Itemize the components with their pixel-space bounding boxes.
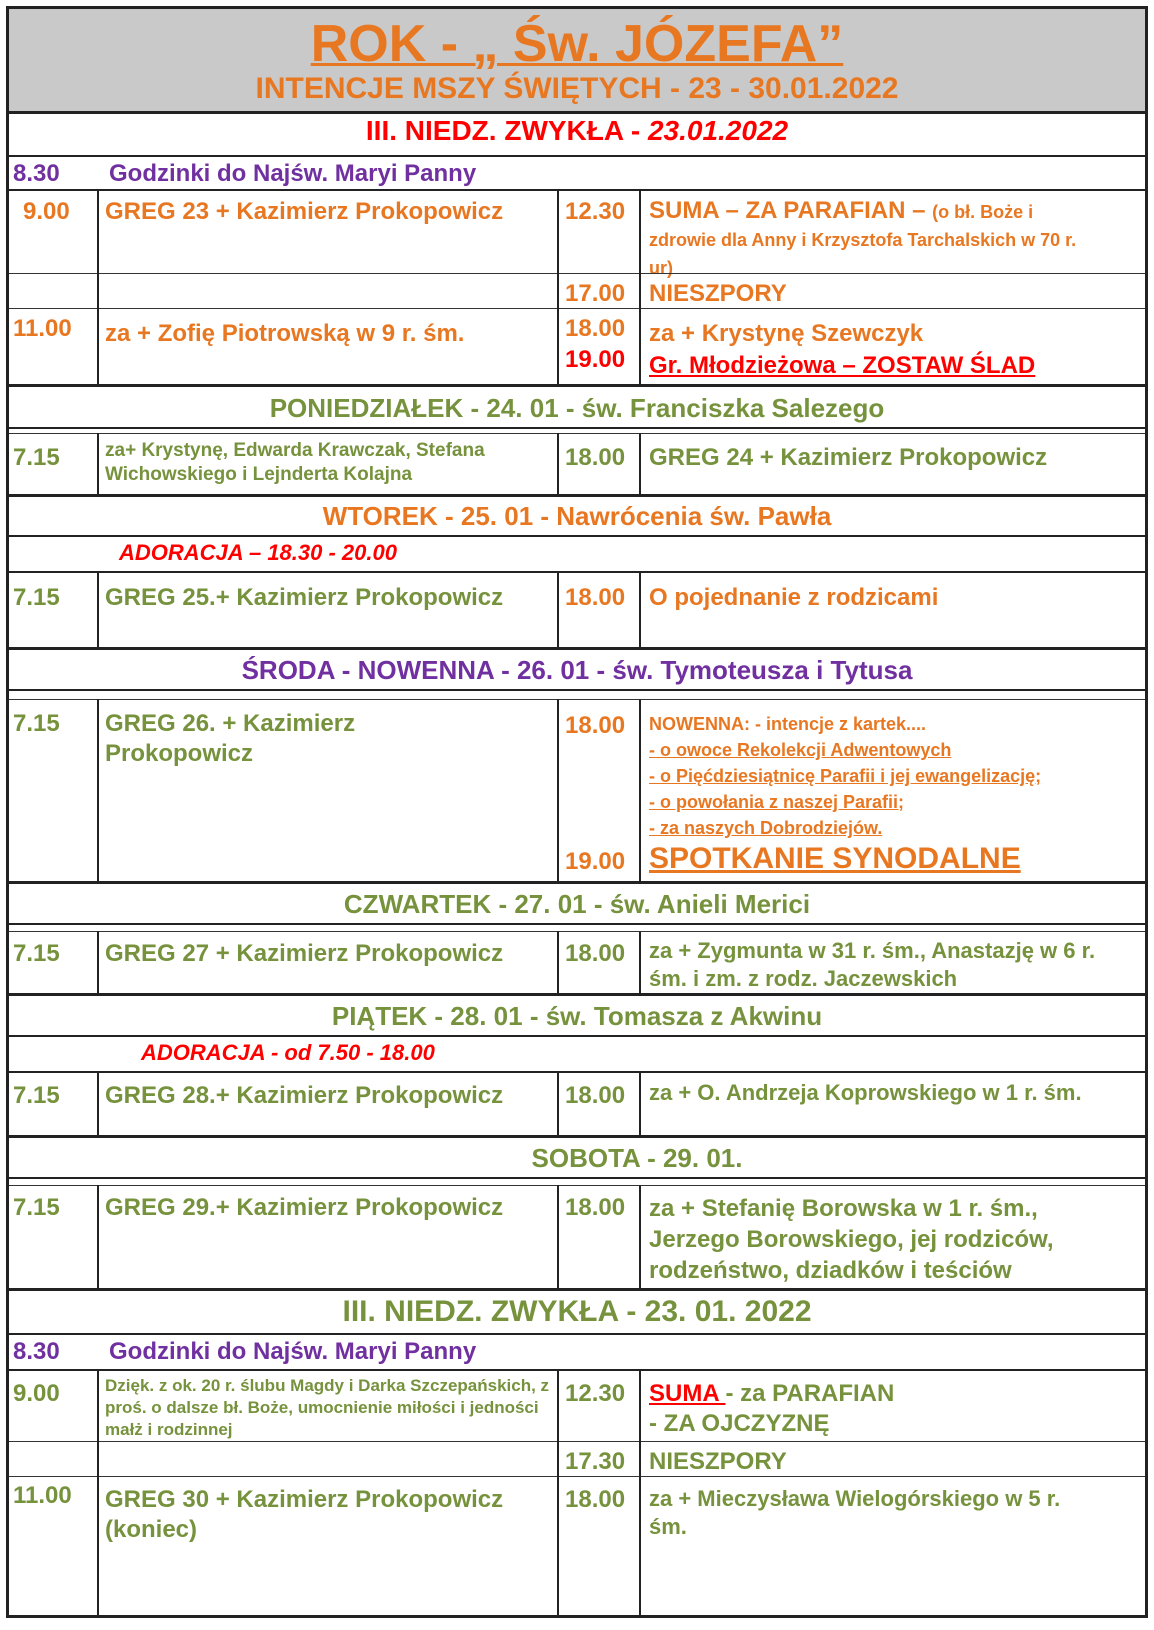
sunday2-r1-text2b: - ZA OJCZYZNĘ <box>649 1410 830 1437</box>
wednesday-novena-item: - o owoce Rekolekcji Adwentowych <box>649 740 952 760</box>
wednesday-novena-head: NOWENNA: - intencje z kartek.... <box>649 714 927 734</box>
monday-text2: GREG 24 + Kazimierz Prokopowicz <box>649 444 1048 471</box>
friday-time: 7.15 <box>13 1082 60 1109</box>
friday-text2: za + O. Andrzeja Koprowskiego w 1 r. śm. <box>649 1080 1082 1105</box>
sunday1-r0-text: Godzinki do Najśw. Maryi Panny <box>109 160 477 187</box>
saturday-time2: 18.00 <box>565 1194 626 1221</box>
sunday1-r1-text2 <box>649 197 1099 281</box>
schedule-sheet <box>6 6 1148 1618</box>
saturday-time: 7.15 <box>13 1194 60 1221</box>
sunday1-title <box>9 115 1145 147</box>
sunday2-r1-text2a <box>649 1379 894 1409</box>
monday-title: PONIEDZIAŁEK - 24. 01 - św. Franciszka Salezego <box>269 393 885 423</box>
tuesday-text2: O pojednanie z rodzicami <box>649 584 939 611</box>
sunday1-r1-time2: 12.30 <box>565 198 626 225</box>
sunday1-r3-text2a: za + Krystynę Szewczyk <box>649 320 924 347</box>
sunday2-r1-time2: 12.30 <box>565 1380 626 1407</box>
sunday1-r2-text2: NIESZPORY <box>649 280 787 307</box>
sunday2-r3-time: 11.00 <box>13 1482 72 1509</box>
sunday1-r3-time2b: 19.00 <box>565 346 626 373</box>
sunday2-r0-time: 8.30 <box>13 1338 60 1365</box>
wednesday-text: GREG 26. + Kazimierz Prokopowicz <box>105 710 356 767</box>
sunday2-title: III. NIEDZ. ZWYKŁA - 23. 01. 2022 <box>342 1295 812 1328</box>
sunday2-r3-text2: za + Mieczysława Wielogórskiego w 5 r. śm. <box>649 1486 1061 1539</box>
wednesday-text3: SPOTKANIE SYNODALNE <box>649 842 1021 875</box>
saturday-text: GREG 29.+ Kazimierz Prokopowicz <box>105 1194 504 1221</box>
sunday1-r3-text: za + Zofię Piotrowską w 9 r. śm. <box>105 320 465 347</box>
sunday1-r1-time: 9.00 <box>23 198 70 225</box>
sunday2-r1-time: 9.00 <box>13 1380 60 1407</box>
monday-time: 7.15 <box>13 444 60 471</box>
wednesday-novena-item: - o Pięćdziesiątnicę Parafii i jej ewangelizację; <box>649 766 1042 786</box>
sunday2-r1-text2a-label: - za PARAFIAN <box>725 1380 895 1407</box>
thursday-title: CZWARTEK - 27. 01 - św. Anieli Merici <box>343 889 811 919</box>
wednesday-title: ŚRODA - NOWENNA - 26. 01 - św. Tymoteusza i Tytusa <box>241 655 913 685</box>
sunday2-suma: SUMA <box>649 1380 726 1407</box>
tuesday-adoration: ADORACJA – 18.30 - 20.00 <box>119 540 397 565</box>
sunday1-r1-text2-small: (o bł. Boże i zdrowie dla Anny i Krzysztofa Tarchalskich w 70 r. ur) <box>649 202 1077 278</box>
sunday1-title-prefix: III. NIEDZ. ZWYKŁA - <box>365 115 648 146</box>
monday-text: za+ Krystynę, Edwarda Krawczak, Stefana Wichowskiego i Lejnderta Kolajna <box>105 440 485 485</box>
sunday1-r1-text2-main: SUMA – ZA PARAFIAN – <box>649 197 933 224</box>
tuesday-title: WTOREK - 25. 01 - Nawrócenia św. Pawła <box>322 501 832 531</box>
sunday2-r2-time2: 17.30 <box>565 1448 626 1475</box>
wednesday-novena-item: - o powołania z naszej Parafii; <box>649 792 905 812</box>
sunday1-r1-text: GREG 23 + Kazimierz Prokopowicz <box>105 198 504 225</box>
saturday-text2: za + Stefanię Borowska w 1 r. śm., Jerzego Borowskiego, jej rodziców, rodzeństwo, dziadków i teściów <box>649 1195 1054 1284</box>
sunday2-r2-text2: NIESZPORY <box>649 1448 787 1475</box>
sunday1-r3-time: 11.00 <box>13 315 72 342</box>
wednesday-time2: 18.00 <box>565 712 626 739</box>
header-banner <box>9 9 1145 114</box>
wednesday-time3: 19.00 <box>565 848 626 875</box>
sunday1-r2-time2: 17.00 <box>565 280 626 307</box>
tuesday-time: 7.15 <box>13 584 60 611</box>
sunday1-r3-time2a: 18.00 <box>565 315 626 342</box>
sunday2-r3-time2: 18.00 <box>565 1486 626 1513</box>
wednesday-novena-item: - za naszych Dobrodziejów. <box>649 818 883 838</box>
saturday-title: SOBOTA - 29. 01. <box>531 1143 743 1173</box>
sunday1-r0-time: 8.30 <box>13 160 60 187</box>
sunday2-r0-text: Godzinki do Najśw. Maryi Panny <box>109 1338 477 1365</box>
friday-text: GREG 28.+ Kazimierz Prokopowicz <box>105 1082 504 1109</box>
thursday-time2: 18.00 <box>565 940 626 967</box>
friday-title: PIĄTEK - 28. 01 - św. Tomasza z Akwinu <box>331 1001 823 1031</box>
page-subtitle: INTENCJE MSZY ŚWIĘTYCH - 23 - 30.01.2022 <box>255 72 899 105</box>
page-title: ROK - „ Św. JÓZEFA” <box>310 15 844 73</box>
sunday1-title-date: 23.01.2022 <box>647 115 789 146</box>
friday-adoration: ADORACJA - od 7.50 - 18.00 <box>141 1040 435 1065</box>
thursday-text2: za + Zygmunta w 31 r. śm., Anastazję w 6 r. śm. i zm. z rodz. Jaczewskich <box>649 938 1096 991</box>
tuesday-time2: 18.00 <box>565 584 626 611</box>
wednesday-time: 7.15 <box>13 710 60 737</box>
sunday1-r3-text2b: Gr. Młodzieżowa – ZOSTAW ŚLAD <box>649 352 1036 379</box>
sunday2-r3-text: GREG 30 + Kazimierz Prokopowicz (koniec) <box>105 1486 504 1543</box>
friday-time2: 18.00 <box>565 1082 626 1109</box>
thursday-text: GREG 27 + Kazimierz Prokopowicz <box>105 940 504 967</box>
sunday2-r1-text: Dzięk. z ok. 20 r. ślubu Magdy i Darka Szczepańskich, z proś. o dalsze bł. Boże, umocnienie miłości i jedności małż i rodzinnej <box>105 1376 550 1439</box>
thursday-time: 7.15 <box>13 940 60 967</box>
monday-time2: 18.00 <box>565 444 626 471</box>
tuesday-text: GREG 25.+ Kazimierz Prokopowicz <box>105 584 504 611</box>
